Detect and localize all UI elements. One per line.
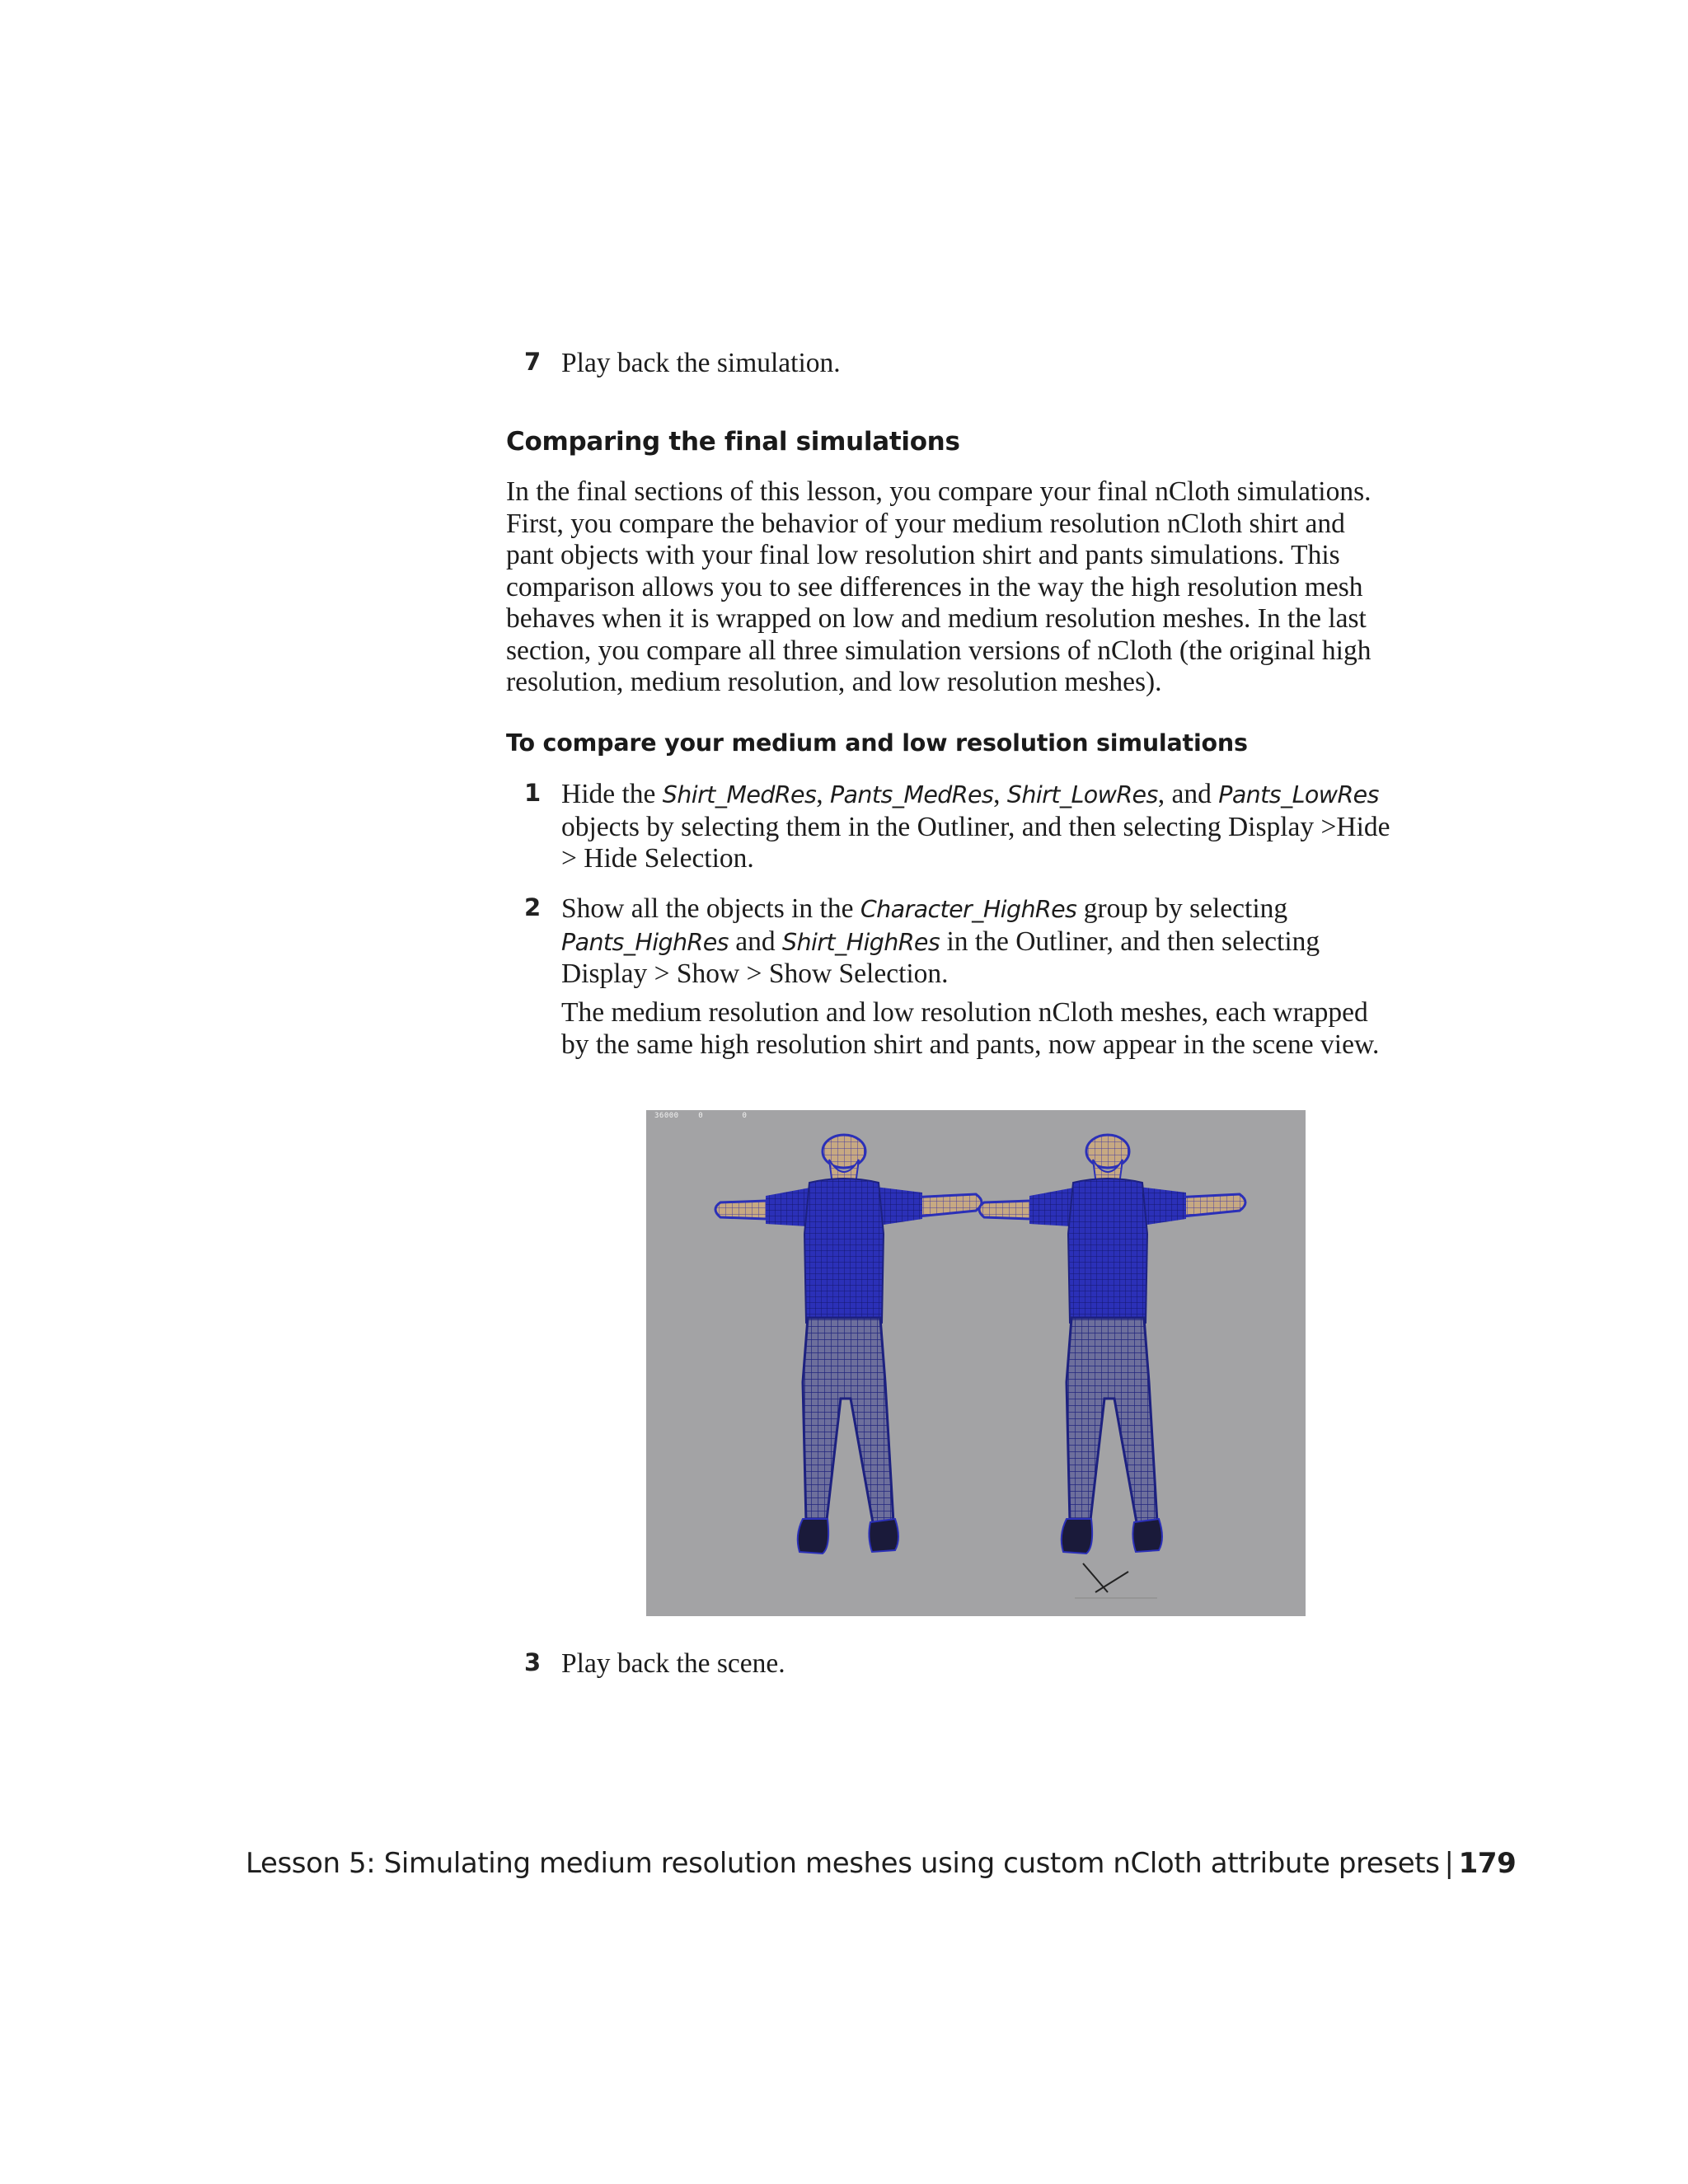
text-run: Hide the — [561, 779, 663, 809]
step-2-result-text: The medium resolution and low resolution nCloth meshes, each wrapped by the same high resolution shirt and pants, now appear in the scene view. — [561, 997, 1380, 1060]
object-name: Shirt_LowRes — [1006, 781, 1158, 808]
object-name: Character_HighRes — [860, 896, 1077, 923]
step-number: 1 — [524, 779, 542, 807]
object-name: Pants_HighRes — [561, 928, 729, 956]
text-run: in the Outliner, and then selecting Display > Show > Show Selection. — [561, 926, 1320, 989]
step-number: 7 — [524, 348, 542, 376]
page-footer — [246, 1847, 1517, 1880]
footer-separator: | — [1444, 1847, 1454, 1880]
step-text: Play back the simulation. — [561, 348, 841, 378]
object-name: Shirt_HighRes — [782, 928, 940, 956]
object-name: Pants_MedRes — [829, 781, 994, 808]
origin-manipulator — [1075, 1563, 1157, 1598]
step-text — [561, 893, 1394, 991]
character-meshes-illustration — [646, 1110, 1306, 1616]
text-run: , — [993, 779, 1007, 809]
step-number: 2 — [524, 893, 542, 921]
step-text: Play back the scene. — [561, 1648, 785, 1679]
lesson-title: Lesson 5: Simulating medium resolution meshes using custom nCloth attribute presets — [246, 1847, 1440, 1880]
text-run: and — [728, 926, 782, 957]
text-run: group by selecting — [1076, 893, 1288, 924]
text-run: , and — [1157, 779, 1219, 809]
step-number: 3 — [524, 1648, 542, 1676]
text-run: Show all the objects in the — [561, 893, 860, 924]
object-name: Pants_LowRes — [1218, 781, 1379, 808]
low-res-character — [979, 1135, 1245, 1554]
object-name: Shirt_MedRes — [662, 781, 817, 808]
page-number: 179 — [1458, 1847, 1517, 1880]
scene-view-screenshot — [646, 1110, 1306, 1616]
procedure-heading: To compare your medium and low resolution simulations — [506, 729, 1248, 757]
step-text — [561, 779, 1394, 875]
section-intro-paragraph: In the final sections of this lesson, you compare your final nCloth simulations. First, you compare the behavior of your medium resolution nCloth shirt and pant objects with your final low resolution shirt and pants simulations. This comparison allows you to see differences in the way the high resolution mesh behaves when it is wrapped on low and medium resolution meshes. In the last section, you compare all three simulation versions of nCloth (the original high resolution, medium resolution, and low resolution meshes). — [506, 476, 1372, 697]
text-run: , — [816, 779, 830, 809]
viewport-hud-readout: 36000 0 0 — [654, 1112, 748, 1120]
section-heading: Comparing the final simulations — [506, 427, 960, 457]
text-run: objects by selecting them in the Outliner, and then selecting Display >Hide > Hide Selection. — [561, 811, 1390, 874]
medium-res-character — [715, 1135, 982, 1554]
